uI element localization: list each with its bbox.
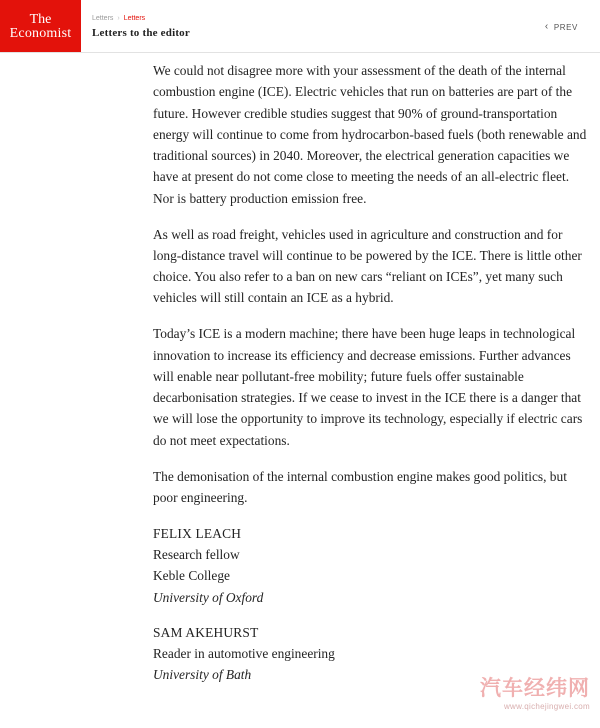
signature-institution: University of Bath: [153, 667, 252, 683]
signature-role: Reader in automotive engineering: [153, 646, 335, 662]
signature-institution: University of Oxford: [153, 589, 264, 605]
section-title: Letters to the editor: [92, 27, 190, 39]
logo-line-1: The: [29, 12, 52, 27]
breadcrumb-item-letters[interactable]: Letters: [92, 15, 114, 22]
breadcrumb-separator: ›: [117, 15, 120, 22]
prev-button[interactable]: [545, 22, 578, 32]
signature-name: FELIX LEACH: [153, 525, 242, 541]
signature-name: SAM AKEHURST: [153, 624, 259, 640]
signature-block: [153, 523, 593, 608]
letter-paragraph: As well as road freight, vehicles used in agriculture and construction and for long-distance travel will continue to be powered by the ICE. There is little other choice. You also refer to a ban on new cars “reliant on ICEs”, yet many such vehicles will still contain an ICE as a hybrid.: [153, 226, 582, 306]
letter-paragraph: We could not disagree more with your assessment of the death of the internal combustion engine (ICE). Electric vehicles that run on batteries are part of the future. However credible studies suggest that 90% of ground-transportation energy will continue to come from hydrocarbon-based fuels (both renewable and traditional sources) in 2040. Moreover, the electrical generation capacities we have at present do not come close to meeting the needs of an all-electric fleet. Nor is battery production emission free.: [153, 63, 587, 206]
watermark: [480, 672, 590, 711]
site-header: [0, 0, 600, 53]
watermark-url: www.qichejingwei.com: [503, 702, 590, 711]
letter-paragraph: Today’s ICE is a modern machine; there have been huge leaps in technological innovation to increase its efficiency and decrease emissions. Further advances will enable near pollutant-free mobility; future fuels offer sustainable decarbonisation strategies. If we cease to invest in the ICE there is a danger that we will lose the opportunity to improve its technology, especially if electric cars do not meet expectations.: [153, 326, 583, 448]
prev-label: PREV: [553, 22, 578, 32]
chevron-left-icon: ‹: [544, 21, 549, 32]
economist-logo[interactable]: [0, 0, 81, 52]
logo-line-2: Economist: [9, 26, 72, 41]
signature-role: Research fellow: [153, 546, 240, 562]
letter-paragraph: The demonisation of the internal combustion engine makes good politics, but poor engineering.: [153, 468, 567, 505]
breadcrumb-item-current[interactable]: Letters: [123, 15, 146, 22]
letter-body: [153, 60, 593, 700]
breadcrumb: [92, 15, 145, 22]
signature-college: Keble College: [153, 568, 230, 584]
watermark-text: 汽车经纬网: [480, 676, 590, 700]
